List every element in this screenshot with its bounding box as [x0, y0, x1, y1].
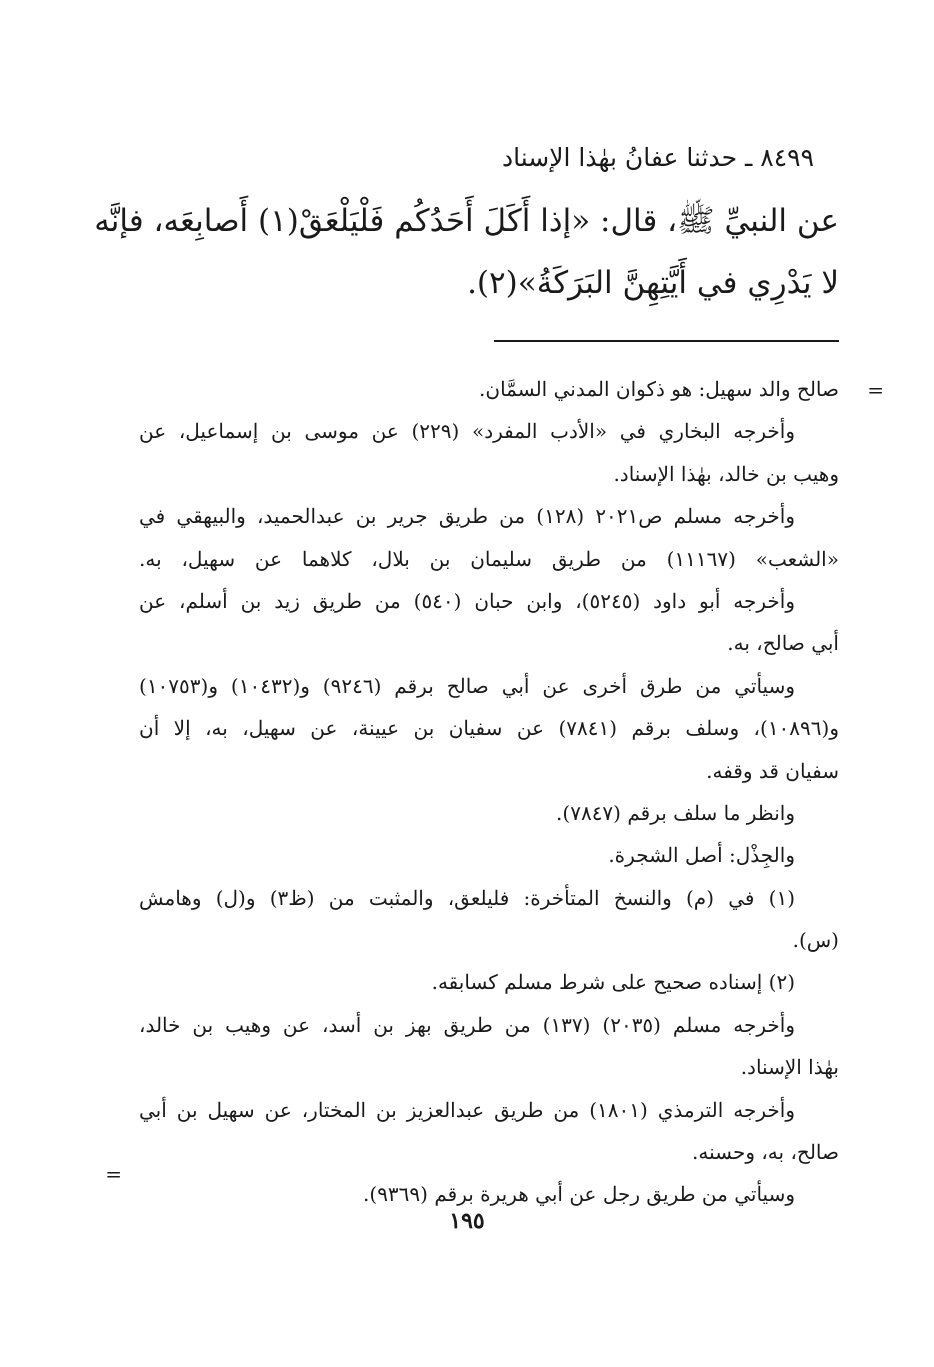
- hadith-line-2: لا يَدْرِي في أَيَّتِهِنَّ البَرَكَةُ»(٢).: [467, 265, 839, 301]
- footnote-line: و(١٠٨٩٦)، وسلف برقم (٧٨٤١) عن سفيان بن عيينة، عن سهيل، به، إلا أن: [139, 716, 839, 741]
- footnote-line: وسيأتي من طريق رجل عن أبي هريرة برقم (٩٣٦٩).: [363, 1182, 795, 1207]
- footnote-line: وأخرجه مسلم (٢٠٣٥) (١٣٧) من طريق بهز بن أسد، عن وهيب بن خالد،: [139, 1012, 795, 1037]
- footnote-line: وانظر ما سلف برقم (٧٨٤٧).: [556, 800, 795, 825]
- footnote-line: وهيب بن خالد، بهٰذا الإسناد.: [613, 461, 839, 486]
- hadith-line-1: عن النبيِّ ﷺ، قال: «إذا أَكَلَ أَحَدُكُم فَلْيَلْعَقْ(١) أَصابِعَه، فإنَّه: [94, 203, 839, 239]
- footnote-line: وأخرجه أبو داود (٥٢٤٥)، وابن حبان (٥٤٠) من طريق زيد بن أسلم، عن: [139, 588, 795, 613]
- footnote-line: والجِذْل: أصل الشجرة.: [608, 843, 795, 868]
- footnotes: [139, 368, 839, 1216]
- footnote-line: (١) في (م) والنسخ المتأخرة: فليلعق، والمثبت من (ظ٣) و(ل) وهامش: [139, 885, 796, 910]
- footnote-line: (٢) إسناده صحيح على شرط مسلم كسابقه.: [431, 970, 795, 995]
- footnote-line: صالح، به، وحسنه.: [692, 1140, 839, 1165]
- footnote-line: وأخرجه الترمذي (١٨٠١) من طريق عبدالعزيز بن المختار، عن سهيل بن أبي: [139, 1097, 795, 1122]
- footnote-line: سفيان قد وقفه.: [706, 758, 839, 783]
- footnote-line: أبي صالح، به.: [727, 631, 839, 656]
- footnote-line: صالح والد سهيل: هو ذكوان المدني السمَّان.: [479, 377, 839, 401]
- footnote-line: وأخرجه البخاري في «الأدب المفرد» (٢٢٩) عن موسى بن إسماعيل، عن: [139, 419, 796, 444]
- footnote-line: «الشعب» (١١١٦٧) من طريق سليمان بن بلال، كلاهما عن سهيل، به.: [139, 546, 839, 571]
- hadith-text: [94, 190, 839, 314]
- footnote-line: بهٰذا الإسناد.: [740, 1055, 839, 1080]
- footnote-line: (س).: [792, 928, 839, 953]
- hadith-heading: ٨٤٩٩ ـ حدثنا عفانُ بهٰذا الإسناد: [501, 143, 814, 172]
- footnote-separator: [494, 340, 839, 342]
- page-number: ١٩٥: [449, 1208, 485, 1234]
- continuation-mark-top: =: [867, 378, 884, 402]
- footnote-line: وأخرجه مسلم ص٢٠٢١ (١٢٨) من طريق جرير بن عبدالحميد، والبيهقي في: [139, 504, 795, 529]
- footnote-line: وسيأتي من طرق أخرى عن أبي صالح برقم (٩٢٤٦) و(١٠٤٣٢) و(١٠٧٥٣): [139, 673, 796, 698]
- continuation-mark-bottom: =: [105, 1162, 122, 1186]
